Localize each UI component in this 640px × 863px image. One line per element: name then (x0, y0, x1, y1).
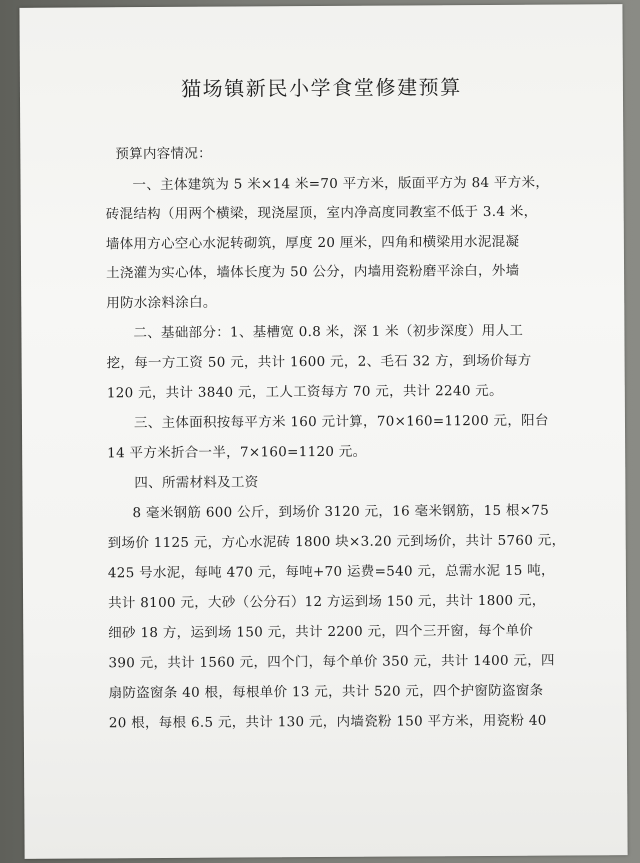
text-line: 土浇灌为实心体，墙体长度为 50 公分，内墙用瓷粉磨平涂白，外墙 (106, 262, 520, 282)
text-line: 14 平方米折合一半，7×160=1120 元。 (107, 443, 367, 462)
text-line: 扇防盗窗条 40 根，每根单价 13 元，共计 520 元，四个护窗防盗窗条 (108, 682, 544, 702)
document-title: 猫场镇新民小学食堂修建预算 (180, 75, 462, 101)
text-line: 三、主体面积按每平方米 160 元计算，70×160=11200 元，阳台 (133, 412, 549, 432)
text-line: 20 根，每根 6.5 元，共计 130 元，内墙瓷粉 150 平方米，用瓷粉 40 (108, 712, 547, 732)
text-line: 共计 8100 元，大砂（公分石）12 方运到场 150 元，共计 1800 元， (108, 592, 546, 612)
text-line: 二、基础部分：1、基槽宽 0.8 米，深 1 米（初步深度）用人工 (133, 322, 524, 342)
text-line: 砖混结构（用两个横梁，现浇屋顶，室内净高度同教室不低于 3.4 米， (105, 203, 538, 223)
text-line: 120 元，共计 3840 元，工人工资每方 70 元，共计 2240 元。 (106, 382, 503, 402)
text-line: 细砂 18 方，运到场 150 元，共计 2200 元，四个三开窗，每个单价 (108, 622, 534, 642)
text-line: 到场价 1125 元，方心水泥砖 1800 块×3.20 元到场价，共计 5760 元， (107, 532, 566, 552)
text-line: 墙体用方心空心水泥转砌筑，厚度 20 厘米，四角和横梁用水泥混凝 (105, 233, 520, 253)
section-intro: 预算内容情况： (115, 145, 212, 163)
text-line: 用防水涂料涂白。 (106, 294, 217, 312)
text-line: 8 毫米钢筋 600 公斤，到场价 3120 元，16 毫米钢筋，15 根×75 (132, 502, 550, 522)
text-line: 390 元，共计 1560 元，四个门，每个单价 350 元，共计 1400 元，四 (108, 652, 555, 672)
document-page (19, 4, 627, 859)
section-heading: 四、所需材料及工资 (134, 474, 259, 492)
text-line: 一、主体建筑为 5 米×14 米=70 平方米，版面平方为 84 平方米， (132, 174, 550, 194)
text-line: 425 号水泥，每吨 470 元，每吨+70 运费=540 元，总需水泥 15 吨， (107, 562, 555, 582)
text-line: 挖，每一方工资 50 元，共计 1600 元，2、毛石 32 方，到场价每方 (106, 352, 532, 372)
